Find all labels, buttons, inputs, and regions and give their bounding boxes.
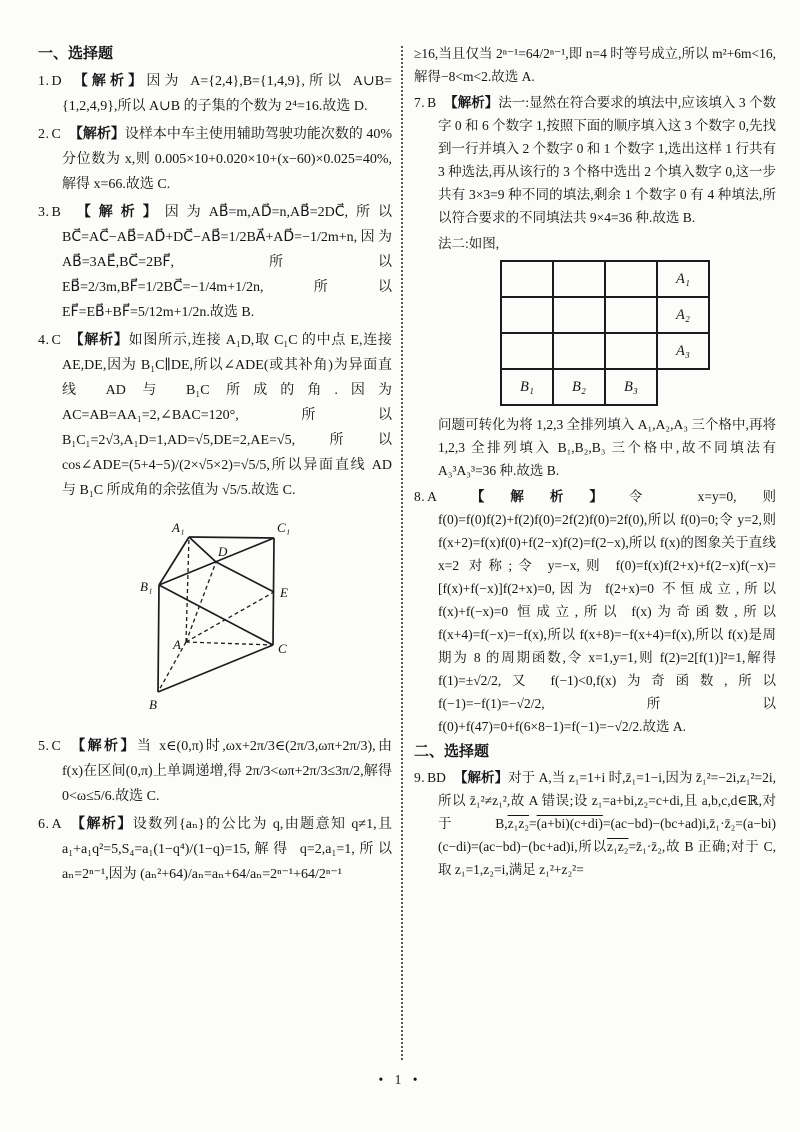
q8-number: 8. xyxy=(414,489,426,504)
q6-answer: A xyxy=(51,817,62,832)
vertex-label-a: A xyxy=(173,637,181,652)
q1-answer: D xyxy=(51,74,62,89)
q8-answer: A xyxy=(427,489,437,504)
solution-q6 xyxy=(38,812,392,887)
q2-tag: 【解析】 xyxy=(68,127,125,142)
q7-answer: B xyxy=(427,95,437,110)
q1-number: 1. xyxy=(38,74,50,89)
solution-q4 xyxy=(38,328,392,503)
q3-answer: B xyxy=(51,205,61,220)
vertex-label-b1: B₁ xyxy=(140,579,153,594)
q7-tag: 【解析】 xyxy=(444,95,499,110)
q4-number: 4. xyxy=(38,333,50,348)
column-divider xyxy=(401,46,403,1060)
prism-figure xyxy=(116,507,392,728)
q6-number: 6. xyxy=(38,817,50,832)
solution-q2 xyxy=(38,122,392,197)
left-column xyxy=(38,42,392,890)
q7-method-2-label: 法二:如图, xyxy=(438,236,500,251)
q3-number: 3. xyxy=(38,205,50,220)
q5-answer: C xyxy=(51,739,61,754)
q7-method-1 xyxy=(414,91,776,229)
grid-cell xyxy=(500,260,554,298)
grid-cell xyxy=(500,296,554,334)
vertex-label-c1: C₁ xyxy=(277,520,291,535)
vertex-label-c: C xyxy=(278,641,287,656)
grid-cell xyxy=(552,296,606,334)
grid-cell-b1: B₁ xyxy=(500,368,554,406)
grid-cell xyxy=(604,260,658,298)
q1-text: 因为 A={2,4},B={1,4,9},所以 A∪B={1,2,4,9},所以 A∪B 的子集的个数为 2⁴=16.故选 D. xyxy=(62,74,392,114)
q1-tag: 【解析】 xyxy=(69,74,147,89)
grid-figure xyxy=(500,260,776,406)
vertex-label-b: B xyxy=(149,697,157,712)
q6-tag: 【解析】 xyxy=(69,817,133,832)
section-one-title: 一、选择题 xyxy=(38,46,114,62)
grid-cell xyxy=(552,332,606,370)
vertex-label-d: D xyxy=(218,544,228,559)
q9-tag: 【解析】 xyxy=(453,770,509,785)
solution-q8 xyxy=(414,485,776,738)
q3-text: 因为AB⃗=m,AD⃗=n,AB⃗=2DC⃗,所以BC⃗=AC⃗−AB⃗=AD⃗+DC⃗−AB⃗=1/2BA⃗+AD⃗=−1/2m+n,因为AB⃗=3AE⃗,BC⃗=2BF⃗,所以EB⃗=2/3m,BF⃗=1/2BC⃗=−1/4m+1/2n,所以EF⃗=EB⃗+BF⃗=5/12m+1/2n.故选 B. xyxy=(62,205,392,320)
q8-tag: 【解析】 xyxy=(444,489,629,504)
solution-q9 xyxy=(414,766,776,881)
q5-tag: 【解析】 xyxy=(68,739,137,754)
q8-text: 令 x=y=0,则 f(0)=f(0)f(2)+f(2)f(0)=2f(2)f(0)=2f(0),所以 f(0)=0;令 y=2,则 f(x+2)=f(x)f(0)+f(2−x)f(2)=f(2−x),所以 f(x)的图象关于直线 x=2 对称;令 y=−x,则 f(0)=f(x)f(2+x)+f(2−x)f(−x)=[f(x)+f(−x)]f(2+x)=0,因为 f(2+x)=0 不恒成立,所以 f(x)+f(−x)=0 恒成立,所以 f(x)为奇函数,所以 f(x+4)=f(−x)=−f(x),所以 f(x+8)=−f(x+4)=f(x),所以 f(x)是周期为 8 的周期函数,令 x=1,y=1,则 f(2)=2[f(1)]²=1,解得 f(1)=±√2/2,又 f(−1)<0,f(x)为奇函数,所以 f(−1)=−f(1)=−√2/2,所以 f(0)+f(47)=0+f(6×8−1)=f(−1)=−√2/2.故选 A. xyxy=(438,489,776,734)
grid-row-1 xyxy=(500,260,776,298)
grid-cell xyxy=(552,260,606,298)
q4-text: 如图所示,连接 A₁D,取 C₁C 的中点 E,连接 AE,DE,因为 B₁C∥DE,所以∠ADE(或其补角)为异面直线 AD 与 B₁C 所成的角.因为 AC=AB=AA₁=2,∠BAC=120°,所以 B₁C₁=2√3,A₁D=1,AD=√5,DE=2,AE=√5,所以 cos∠ADE=(5+4−5)/(2×√5×2)=√5/5,所以异面直线 AD 与 B₁C 所成角的余弦值为 √5/5.故选 C. xyxy=(62,333,392,498)
prism-svg xyxy=(116,507,306,719)
q2-answer: C xyxy=(51,127,61,142)
q7-number: 7. xyxy=(414,95,426,110)
solution-q5 xyxy=(38,734,392,809)
q9-answer: BD xyxy=(427,770,446,785)
vertex-label-e: E xyxy=(280,585,288,600)
q2-number: 2. xyxy=(38,127,50,142)
solution-q1 xyxy=(38,69,392,119)
section-two-title: 二、选择题 xyxy=(414,744,490,760)
grid-cell xyxy=(500,332,554,370)
solution-q6-continued: ≥16,当且仅当 2ⁿ⁻¹=64/2ⁿ⁻¹,即 n=4 时等号成立,所以 m²+6m<16,解得−8<m<2.故选 A. xyxy=(414,46,776,84)
grid-cell-a1: A₁ xyxy=(656,260,710,298)
grid-cell-a3: A₃ xyxy=(656,332,710,370)
page-number: • 1 • xyxy=(378,1072,422,1087)
q3-tag: 【解析】 xyxy=(68,205,165,220)
q6-text: 设数列{aₙ}的公比为 q,由题意知 q≠1,且 a₁+a₁q²=5,S₄=a₁(1−q⁴)/(1−q)=15,解得 q=2,a₁=1,所以 aₙ=2ⁿ⁻¹,因为 (aₙ²+64)/aₙ=aₙ+64/aₙ=2ⁿ⁻¹+64/2ⁿ⁻¹ xyxy=(62,817,392,882)
q9-number: 9. xyxy=(414,770,426,785)
grid-cell-b2: B₂ xyxy=(552,368,606,406)
q5-number: 5. xyxy=(38,739,50,754)
solution-q3 xyxy=(38,200,392,325)
grid-cell xyxy=(604,332,658,370)
q4-tag: 【解析】 xyxy=(68,333,129,348)
grid-row-4 xyxy=(500,368,776,406)
q2-text: 设样本中车主使用辅助驾驶功能次数的 40%分位数为 x,则 0.005×10+0.020×10+(x−60)×0.025=40%,解得 x=66.故选 C. xyxy=(62,127,393,192)
grid-row-2 xyxy=(500,296,776,334)
solution-q7 xyxy=(414,91,776,482)
grid-cell-a2: A₂ xyxy=(656,296,710,334)
q7-text-method1: 法一:显然在符合要求的填法中,应该填入 3 个数字 0 和 6 个数字 1,按照下面的顺序填入这 3 个数字 0,先找到一行并填入 2 个数字 0 和 1 个数字 1,选出这样 1 行共有 3 种选法,再从该行的 3 个格中选出 2 个填入数字 0,这一步共有 3×3=9 种不同的填法,剩余 1 个数字 0 有 4 种填法,所以符合要求的不同填法共 9×4=36 种.故选 B. xyxy=(438,95,776,225)
q4-answer: C xyxy=(51,333,61,348)
grid-cell xyxy=(604,296,658,334)
q7-text-method2: 问题可转化为将 1,2,3 全排列填入 A₁,A₂,A₃ 三个格中,再将 1,2,3 全排列填入 B₁,B₂,B₃ 三个格中,故不同填法有 A₃³A₃³=36 种.故选 B. xyxy=(438,417,776,478)
grid-cell-b3: B₃ xyxy=(604,368,658,406)
q5-text: 当 x∈(0,π)时,ωx+2π/3∈(2π/3,ωπ+2π/3),由 f(x)在区间(0,π)上单调递增,得 2π/3<ωπ+2π/3≤3π/2,解得 0<ω≤5/6.故选 C. xyxy=(62,739,393,804)
right-column xyxy=(414,42,776,884)
grid-row-3 xyxy=(500,332,776,370)
vertex-label-a1: A₁ xyxy=(172,520,185,535)
q9-text: 对于 A,当 z₁=1+i 时,z̄₁=1−i,因为 z̄₁²=−2i,z₁²=2i,所以 z̄₁²≠z₁²,故 A 错误;设 z₁=a+bi,z₂=c+di,且 a,b,c,d∈ℝ,对于 B,z₁z₂=(a+bi)(c+di)=(ac−bd)−(bc+ad)i,z̄₁·z̄₂=(a−bi)(c−di)=(ac−bd)−(bc+ad)i,所以z₁z₂=z̄₁·z̄₂,故 B 正确;对于 C,取 z₁=1,z₂=i,满足 z₁²+z₂²= xyxy=(438,770,776,877)
